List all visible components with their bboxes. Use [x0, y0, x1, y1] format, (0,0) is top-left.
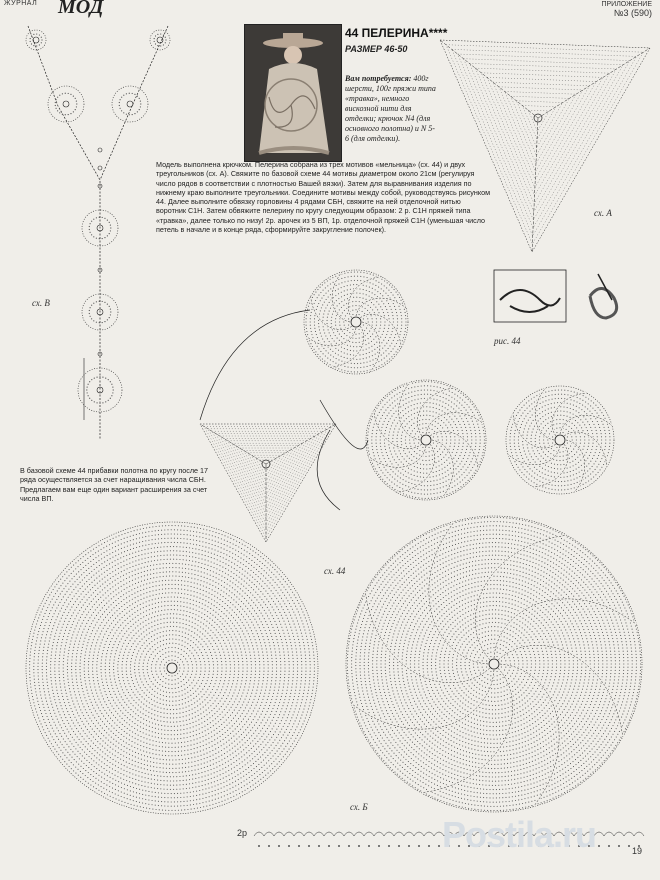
materials-label: Вам потребуется:: [345, 74, 412, 83]
article-title: 44 ПЕЛЕРИНА****: [345, 26, 448, 40]
article-size: РАЗМЕР 46-50: [345, 44, 408, 54]
figure-44-illustration: [494, 270, 617, 322]
label-rows-2r: 2р: [237, 828, 248, 838]
large-circle-diagrams: [26, 516, 642, 814]
supplement-label: ПРИЛОЖЕНИЕ: [601, 1, 652, 8]
label-diagram-v: сх. В: [32, 298, 50, 308]
issue-number: №3 (590): [613, 8, 652, 18]
assembly-diagram-44: [200, 270, 614, 542]
watermark: Postila.ru: [442, 814, 597, 855]
page-number: 19: [632, 846, 643, 856]
triangle-diagram-a: [440, 40, 650, 252]
diagram-note: В базовой схеме 44 прибавки полотна по кругу после 17 ряда осуществляется за счет наращивания числа СБН. Предлагаем вам еще один вариант расширения за счет числа ВП.: [20, 466, 208, 503]
label-diagram-44: сх. 44: [324, 566, 346, 576]
label-diagram-a: сх. А: [594, 208, 612, 218]
article-description: Модель выполнена крючком. Пелерина собрана из трех мотивов «мельница» (сх. 44) и двух треугольников (сх. А). Свяжите по базовой схеме 44 мотивы диаметром около 21см (регулируя число рядов в соответствии с плотностью Вашей вязки). Затем для выравнивания изделия по нижнему краю выполните треугольники. Соедините мотивы между собой, руководствуясь рисунком 44. Далее выполните обвязку горловины 4 рядами СБН, свяжите на ней отделочной нитью воротник С1Н. Затем обвяжите пелерину по кругу следующим образом: 2 р. С1Н пряжей типа «травка», далее только по низу! 2р. арочек из 5 ВП, 1р. отделочной пряжей С1Н (уменьшая число петель в начале и в конце ряда, сформируйте закругление полочек).: [156, 160, 491, 235]
label-diagram-b: сх. Б: [350, 802, 368, 812]
label-figure-44: рис. 44: [494, 336, 521, 346]
magazine-prefix: ЖУРНАЛ: [4, 0, 38, 7]
materials-text: 400г шерсти, 100г пряжи типа «травка», немного вискозной нити для отделки; крючок N4 (для основного полотна) и N 5-6 (для отделки).: [345, 74, 436, 143]
chain-diagram-v: [26, 26, 170, 440]
magazine-logo: МОД: [58, 0, 104, 18]
